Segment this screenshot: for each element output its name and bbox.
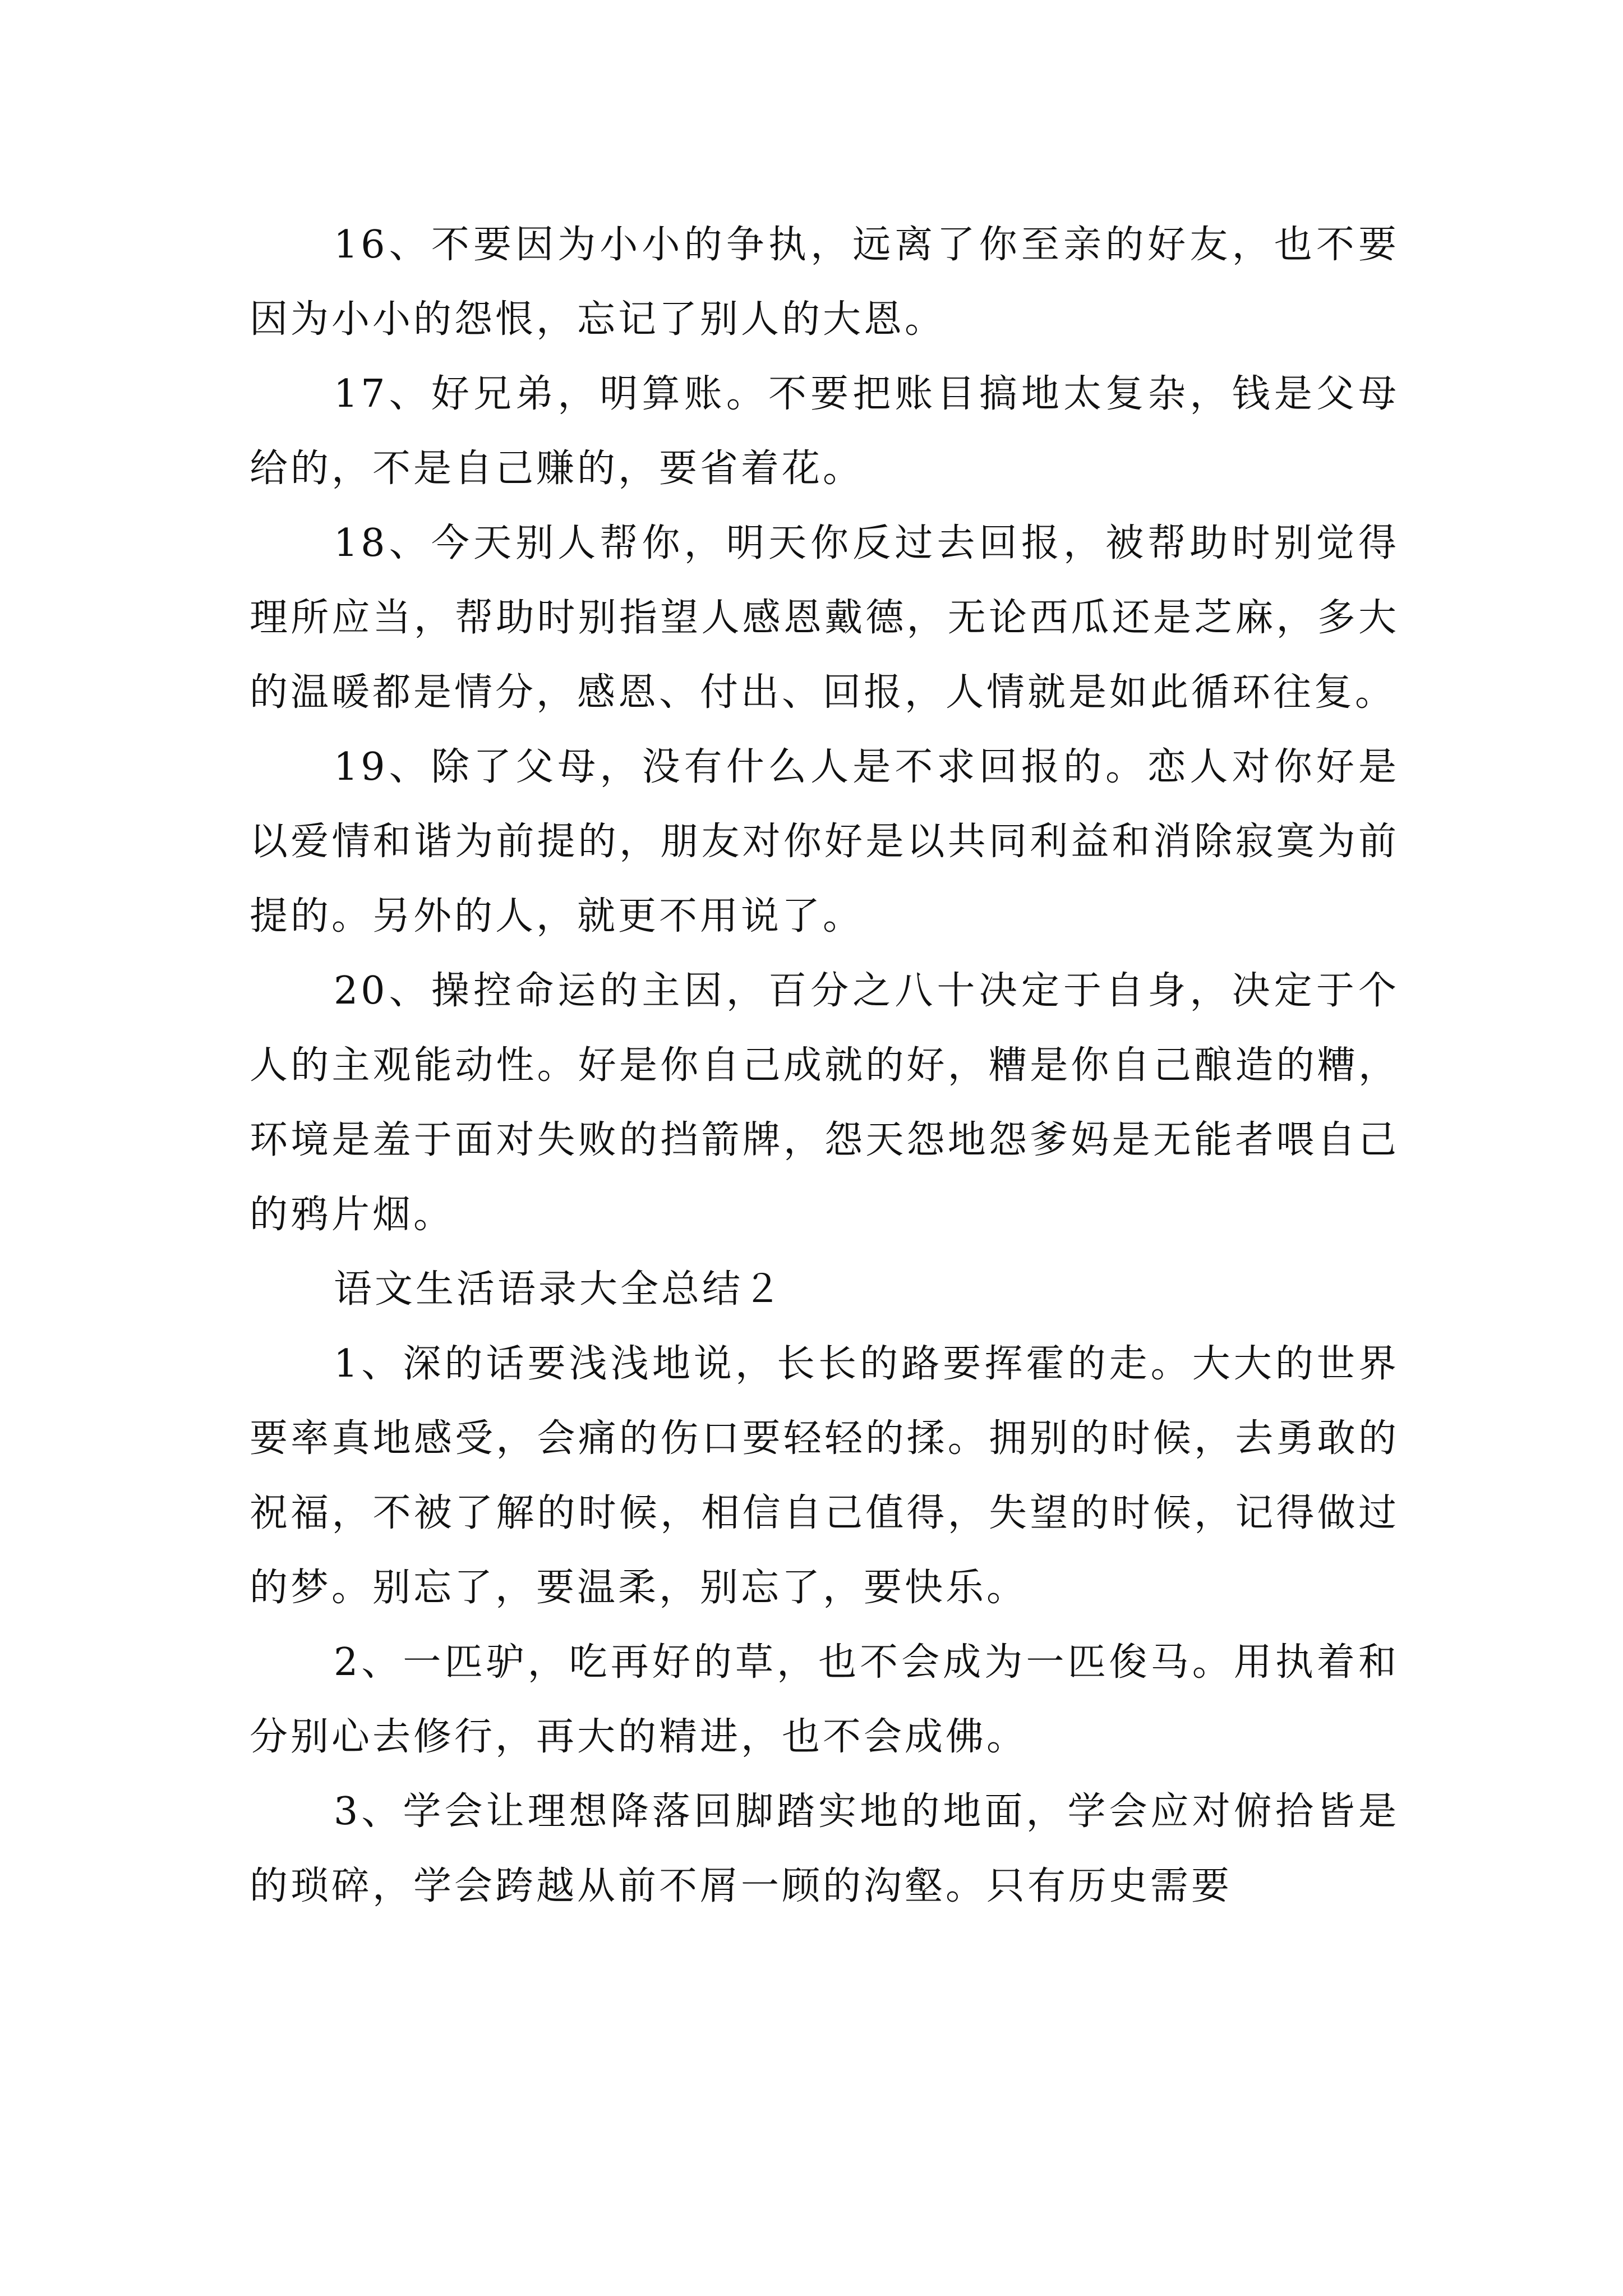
paragraph-16: 16、不要因为小小的争执，远离了你至亲的好友，也不要因为小小的怨恨，忘记了别人的大恩。 (250, 223, 1399, 342)
paragraph-20: 20、操控命运的主因，百分之八十决定于自身，决定于个人的主观能动性。好是你自己成就的好，糟是你自己酿造的糟，环境是羞于面对失败的挡箭牌，怨天怨地怨爹妈是无能者喂自己的鸦片烟。 (250, 969, 1399, 1237)
paragraph-3: 3、学会让理想降落回脚踏实地的地面，学会应对俯拾皆是的琐碎，学会跨越从前不屑一顾的沟壑。只有历史需要 (250, 1789, 1399, 1908)
document-body (250, 208, 1399, 1924)
paragraph-1: 1、深的话要浅浅地说，长长的路要挥霍的走。大大的世界要率真地感受，会痛的伤口要轻轻的揉。拥别的时候，去勇敢的祝福，不被了解的时候，相信自己值得，失望的时候，记得做过的梦。别忘了，要温柔，别忘了，要快乐。 (250, 1342, 1399, 1610)
paragraph-17: 17、好兄弟，明算账。不要把账目搞地太复杂，钱是父母给的，不是自己赚的，要省着花。 (250, 372, 1399, 491)
paragraph-19: 19、除了父母，没有什么人是不求回报的。恋人对你好是以爱情和谐为前提的，朋友对你好是以共同利益和消除寂寞为前提的。另外的人，就更不用说了。 (250, 745, 1399, 938)
section-title: 语文生活语录大全总结２ (334, 1267, 785, 1312)
paragraph-18: 18、今天别人帮你，明天你反过去回报，被帮助时别觉得理所应当，帮助时别指望人感恩戴德，无论西瓜还是芝麻，多大的温暖都是情分，感恩、付出、回报，人情就是如此循环往复。 (250, 521, 1399, 715)
paragraph-2: 2、一匹驴，吃再好的草，也不会成为一匹俊马。用执着和分别心去修行，再大的精进，也不会成佛。 (250, 1640, 1399, 1759)
